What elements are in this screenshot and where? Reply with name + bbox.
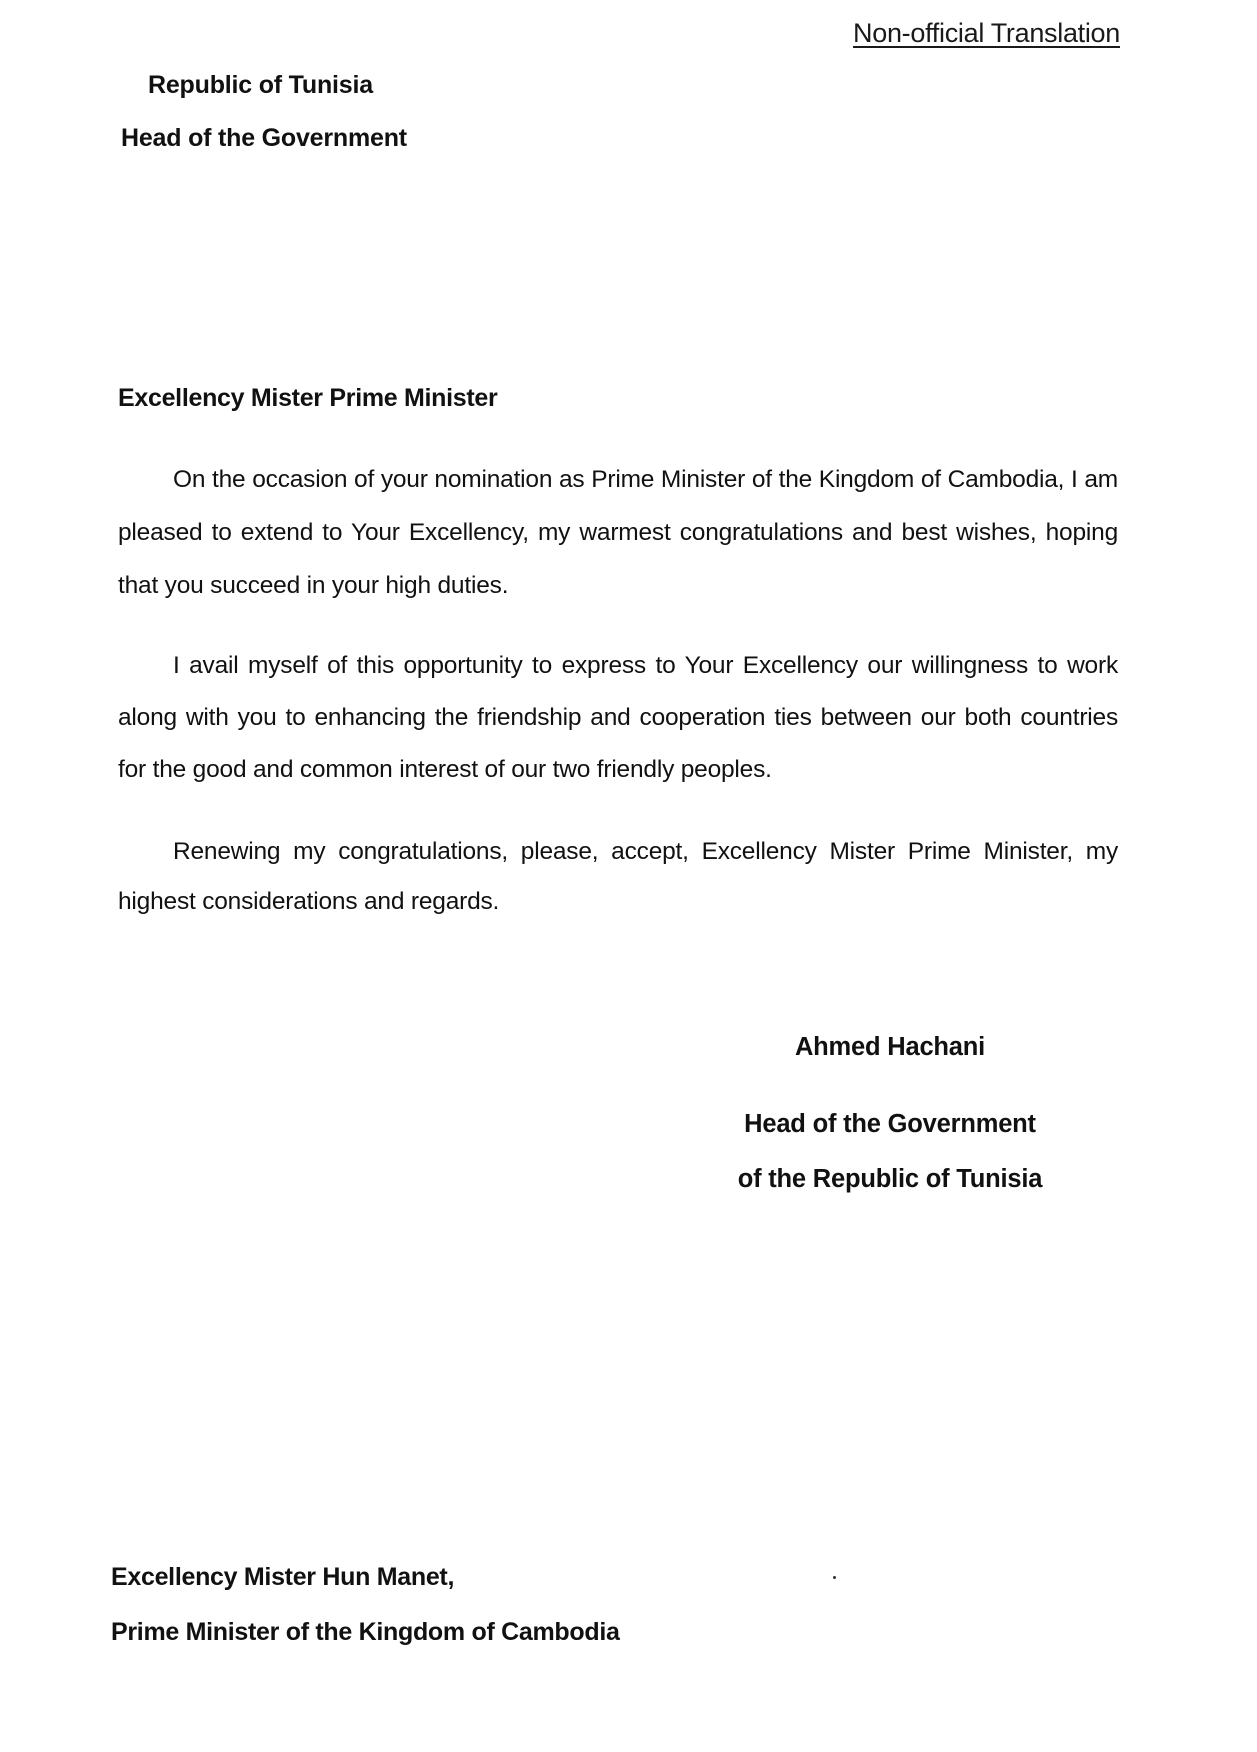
paragraph-3-text: Renewing my congratulations, please, accept, Excellency Mister Prime Minister, my highest considerations and regards. — [118, 838, 1118, 915]
signatory-title-line-2: of the Republic of Tunisia — [737, 1165, 1043, 1193]
paragraph-1-text: On the occasion of your nomination as Prime Minister of the Kingdom of Cambodia, I am pleased to extend to Your Excellency, my warmest congratulations and best wishes, hoping that you succeed in your high duties. — [118, 466, 1118, 599]
scan-speck — [833, 1576, 836, 1579]
addressee-name: Excellency Mister Hun Manet, — [111, 1563, 455, 1591]
letter-paragraph-1 — [118, 453, 1118, 612]
translation-note: Non-official Translation — [853, 18, 1120, 48]
letter-paragraph-3 — [118, 827, 1118, 927]
paragraph-2-text: I avail myself of this opportunity to express to Your Excellency our willingness to work along with you to enhancing the friendship and cooperation ties between our both countries for the good and common interest of our two friendly peoples. — [118, 652, 1118, 783]
salutation: Excellency Mister Prime Minister — [118, 384, 498, 412]
letter-paragraph-2 — [118, 640, 1118, 796]
signatory-name: Ahmed Hachani — [794, 1033, 986, 1061]
sender-office: Head of the Government — [121, 124, 407, 152]
sender-country: Republic of Tunisia — [148, 71, 373, 99]
addressee-title: Prime Minister of the Kingdom of Cambodia — [111, 1618, 620, 1646]
signatory-title-line-1: Head of the Government — [744, 1110, 1036, 1138]
